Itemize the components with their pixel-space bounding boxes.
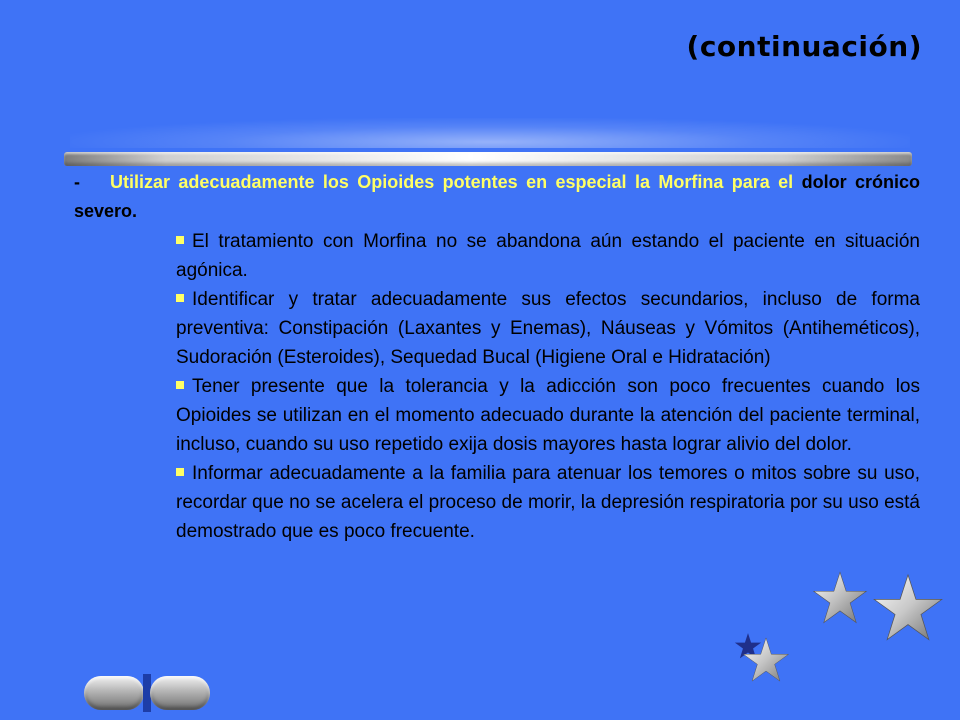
- star-icon: [872, 572, 944, 644]
- list-item-text: El tratamiento con Morfina no se abandona aún estando el paciente en situación agónica.: [176, 231, 920, 281]
- bullet-square-icon: [176, 468, 184, 476]
- bullet-square-icon: [176, 236, 184, 244]
- list-item: [176, 372, 920, 459]
- lead-paragraph: [74, 168, 920, 226]
- bullet-square-icon: [176, 294, 184, 302]
- lead-highlight-text: Utilizar adecuadamente los Opioides potentes en especial la Morfina para el: [110, 172, 794, 192]
- list-item: [176, 459, 920, 546]
- list-item-text: Tener presente que la tolerancia y la adicción son poco frecuentes cuando los Opioides se utilizan en el momento adecuado durante la atención del paciente terminal, incluso, cuando su uso repetido exija dosis mayores hasta lograr alivio del dolor.: [176, 376, 920, 455]
- lead-dash: -: [74, 172, 80, 192]
- list-item: [176, 285, 920, 372]
- bullet-list: [176, 227, 920, 546]
- decorative-glow: [70, 118, 910, 148]
- star-icon: [742, 636, 790, 684]
- bullet-square-icon: [176, 381, 184, 389]
- nav-forward-button[interactable]: [150, 676, 210, 710]
- list-item: [176, 227, 920, 285]
- star-icon: [812, 570, 868, 626]
- list-item-text: Informar adecuadamente a la familia para atenuar los temores o mitos sobre su uso, recordar que no se acelera el proceso de morir, la depresión respiratoria por su uso está demostrado que es poco frecuente.: [176, 463, 920, 542]
- lead-rest-text: dolor crónico severo.: [74, 172, 920, 221]
- title-divider-bar: [64, 152, 912, 166]
- list-item-text: Identificar y tratar adecuadamente sus efectos secundarios, incluso de forma preventiva: Constipación (Laxantes y Enemas), Náuseas y Vómitos (Antiheméticos), Sudoración (Esteroides), Sequedad Bucal (Higiene Oral e Hidratación): [176, 289, 920, 368]
- nav-back-button[interactable]: [84, 676, 144, 710]
- slide-title: (continuación): [686, 30, 922, 63]
